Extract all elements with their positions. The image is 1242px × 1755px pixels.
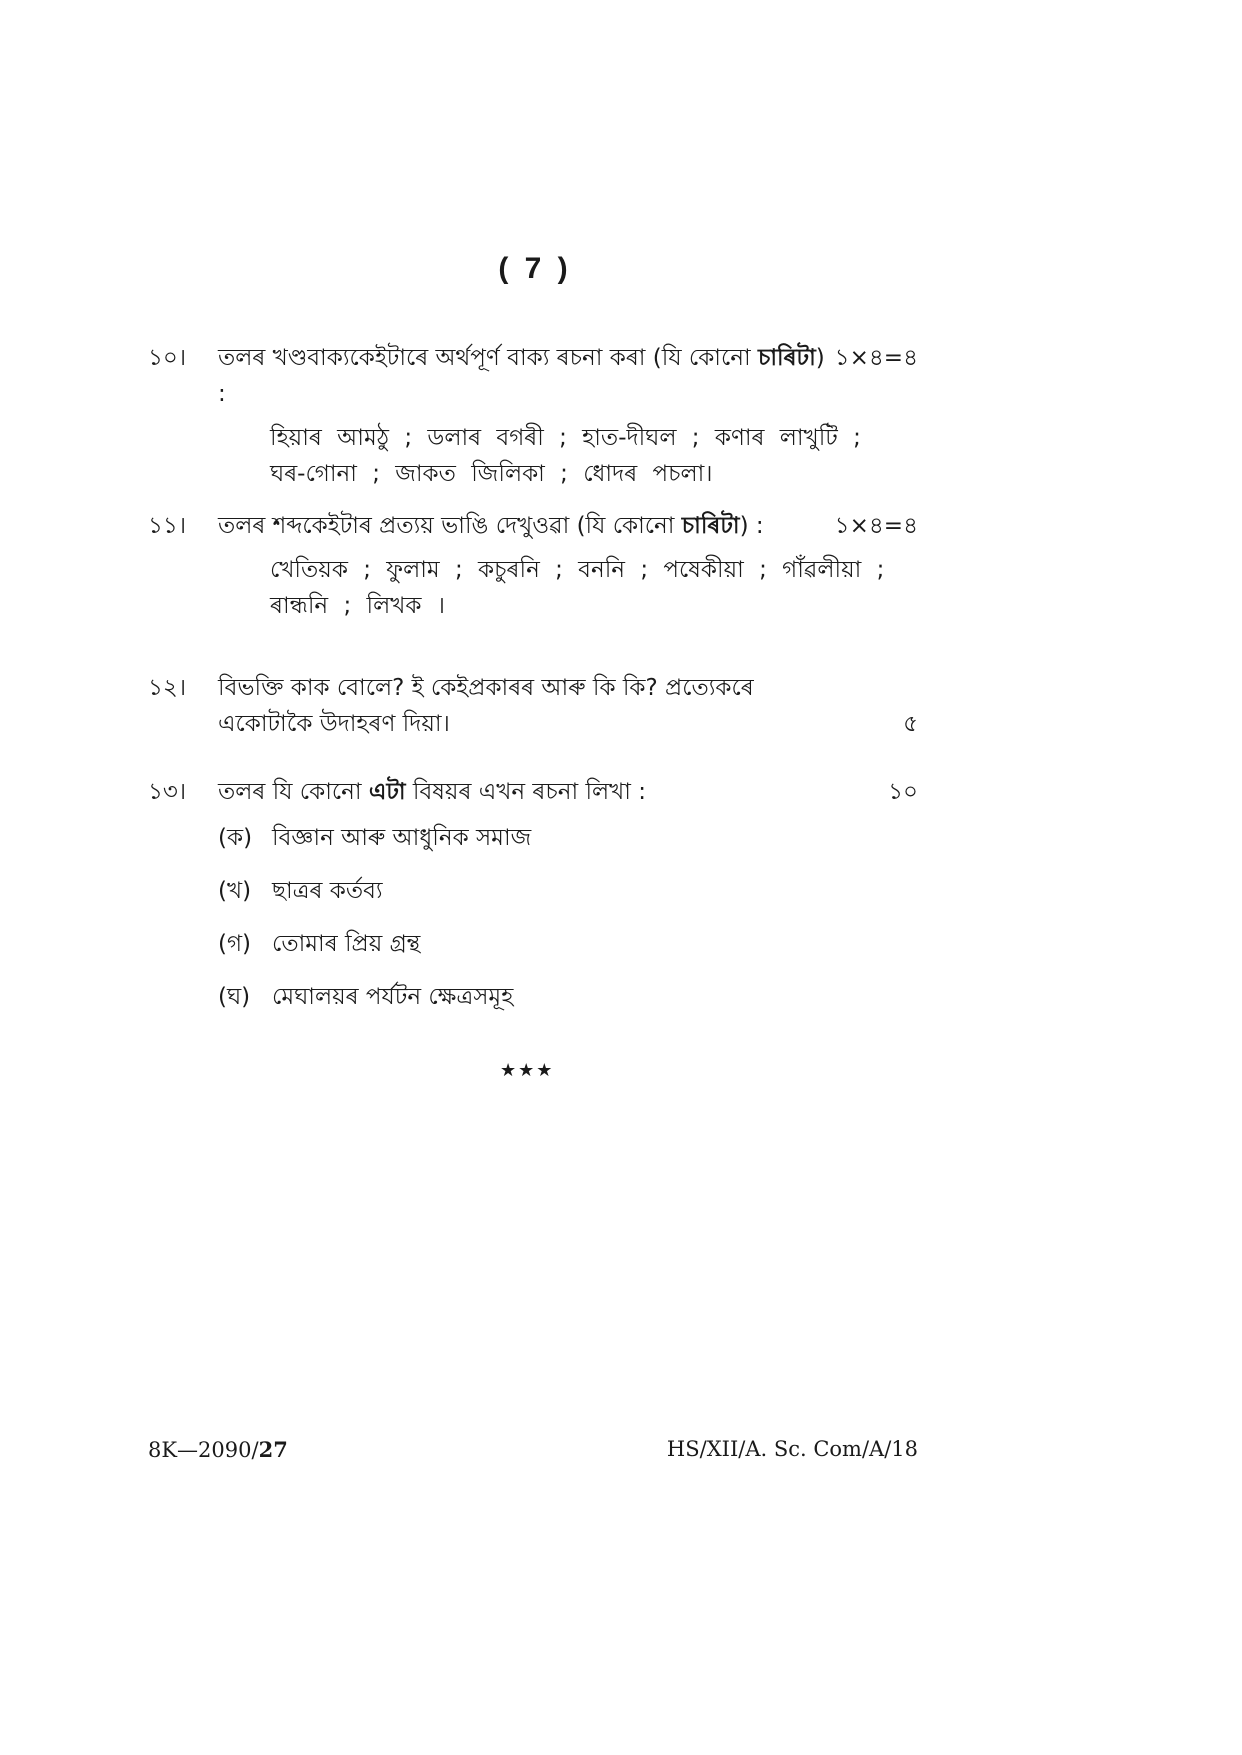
option-text: মেঘালয়ৰ পৰ্যটন ক্ষেত্ৰসমূহ xyxy=(272,984,514,1010)
option-kha xyxy=(218,873,918,909)
question-text-bold: এটা xyxy=(368,779,406,805)
question-text-part: তলৰ শব্দকেইটাৰ প্ৰত্যয় ভাঙি দেখুওৱা (যি কোনো xyxy=(218,513,682,539)
question-text xyxy=(218,340,835,412)
phrase-line: ঘৰ-গোনা ; জাকত জিলিকা ; ধোদৰ পচলা। xyxy=(270,461,713,487)
question-marks: ১×৪=৪ xyxy=(834,345,918,371)
option-gha xyxy=(218,979,918,1015)
phrase-line: হিয়াৰ আমঠু ; ডলাৰ বগৰী ; হাত-দীঘল ; কণাৰ লাখুটি ; xyxy=(270,425,861,451)
essay-options xyxy=(148,820,918,1015)
end-mark: ★★★ xyxy=(500,1060,555,1081)
page-number: ( 7 ) xyxy=(498,252,572,285)
question-text-part: ) : xyxy=(739,513,764,539)
question-number: ১৩। xyxy=(148,779,187,805)
print-code-bold: 27 xyxy=(258,1437,288,1462)
question-text xyxy=(218,774,888,810)
question-text-bold: চাৰিটা xyxy=(757,345,816,371)
question-number: ১০। xyxy=(148,345,187,371)
print-code-prefix: 8K—2090/ xyxy=(148,1438,259,1462)
option-text: তোমাৰ প্ৰিয় গ্ৰন্থ xyxy=(272,931,421,957)
print-code xyxy=(148,1437,288,1462)
question-text-bold: চাৰিটা xyxy=(681,513,740,539)
question-marks: ৫ xyxy=(903,711,918,737)
option-label: (গ) xyxy=(218,931,252,957)
option-text: ছাত্ৰৰ কৰ্তব্য xyxy=(272,878,383,904)
option-ka xyxy=(218,820,918,856)
word-list xyxy=(148,552,918,624)
question-marks: ১০ xyxy=(888,779,918,805)
footer xyxy=(148,1437,918,1462)
question-13 xyxy=(148,774,918,1032)
paper-code: HS/XII/A. Sc. Com/A/18 xyxy=(666,1437,918,1461)
option-text: বিজ্ঞান আৰু আধুনিক সমাজ xyxy=(272,825,532,851)
question-number: ১২। xyxy=(148,675,187,701)
word-line: খেতিয়ক ; ফুলাম ; কচুৰনি ; বননি ; পষেকীয়া ; গাঁৱলীয়া ; xyxy=(270,557,885,583)
question-number: ১১। xyxy=(148,513,187,539)
question-text-part: ) : xyxy=(218,345,825,407)
question-text-part: তলৰ যি কোনো xyxy=(218,779,369,805)
question-text-line: বিভক্তি কাক বোলে? ই কেইপ্ৰকাৰৰ আৰু কি কি? প্ৰত্যেকৰে xyxy=(218,675,754,701)
option-label: (ঘ) xyxy=(218,984,251,1010)
question-11 xyxy=(148,508,918,624)
phrase-list xyxy=(148,420,918,492)
option-label: (খ) xyxy=(218,878,252,904)
question-text-line: একোটাকৈ উদাহৰণ দিয়া। xyxy=(218,711,450,737)
question-marks: ১×৪=৪ xyxy=(834,513,918,539)
word-line: ৰান্ধনি ; লিখক । xyxy=(270,593,445,619)
question-text-part: বিষয়ৰ এখন ৰচনা লিখা : xyxy=(405,779,646,805)
option-ga xyxy=(218,926,918,962)
question-10 xyxy=(148,340,918,492)
question-12 xyxy=(148,670,918,742)
question-text-part: তলৰ খণ্ডবাক্যকেইটাৰে অৰ্থপূৰ্ণ বাক্য ৰচনা কৰা (যি কোনো xyxy=(218,345,758,371)
option-label: (ক) xyxy=(218,825,253,851)
question-text xyxy=(218,508,835,544)
